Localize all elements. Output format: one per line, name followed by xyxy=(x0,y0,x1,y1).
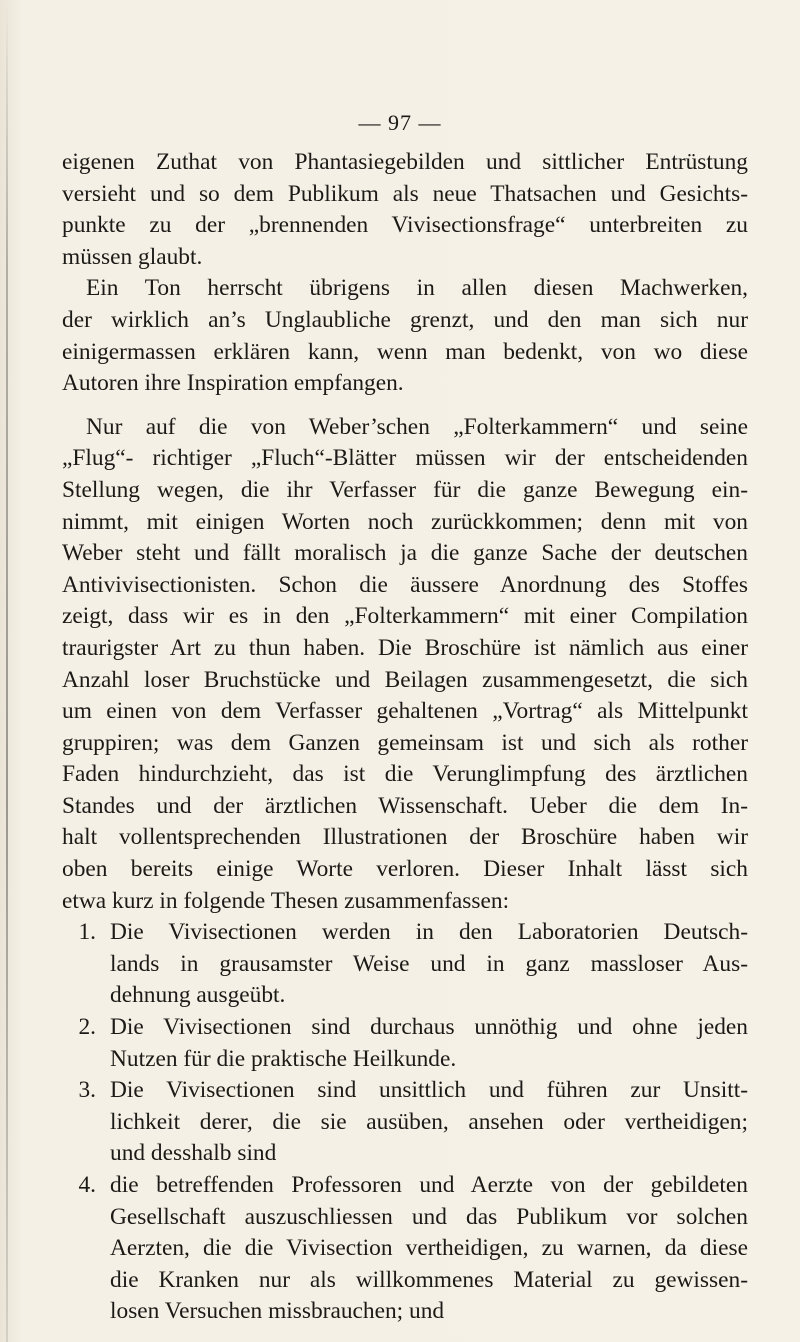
text-line: Die Vivisectionen sind durchaus unnöthig und ohne jeden xyxy=(110,1014,748,1041)
paragraph-gap xyxy=(62,400,748,412)
page-number: — 97 — xyxy=(358,110,442,135)
text-line: traurigster Art zu thun haben. Die Broschüre ist nämlich aus einer xyxy=(62,634,748,661)
thesis-number: 2. xyxy=(78,1014,96,1041)
page-gutter-shadow xyxy=(6,0,8,1342)
page-text xyxy=(62,147,748,1328)
text-line: der wirklich an’s Unglaubliche grenzt, und den man sich nur xyxy=(62,306,748,333)
text-line: Gesellschaft auszuschliessen und das Publikum vor solchen xyxy=(110,1203,748,1230)
theses-list xyxy=(62,917,748,1328)
thesis-item-4 xyxy=(62,1170,748,1328)
paragraph-3 xyxy=(62,412,748,918)
text-line: dehnung ausgeübt. xyxy=(110,982,286,1009)
text-line: Autoren ihre Inspiration empfangen. xyxy=(62,370,404,397)
text-line: Ein Ton herrscht übrigens in allen diesen Machwerken, xyxy=(86,275,748,302)
text-line: einigermassen erklären kann, wenn man bedenkt, von wo diese xyxy=(62,338,748,365)
text-line: Nutzen für die praktische Heilkunde. xyxy=(110,1045,457,1072)
text-line: nimmt, mit einigen Worten noch zurückkommen; denn mit von xyxy=(62,508,748,535)
text-line: und desshalb sind xyxy=(110,1140,277,1167)
text-line: lands in grausamster Weise und in ganz massloser Aus- xyxy=(110,950,748,977)
text-line: Standes und der ärztlichen Wissenschaft. Ueber die dem In- xyxy=(62,792,748,819)
thesis-number: 3. xyxy=(78,1077,96,1104)
text-line: Nur auf die von Weber’schen „Folterkammern“ und seine xyxy=(86,413,748,440)
thesis-number: 1. xyxy=(78,919,96,946)
text-line: die Kranken nur als willkommenes Material zu gewissen- xyxy=(110,1266,748,1293)
thesis-item-2 xyxy=(62,1012,748,1075)
text-line: müssen glaubt. xyxy=(62,243,203,270)
text-line: zeigt, dass wir es in den „Folterkammern“ mit einer Compilation xyxy=(62,603,748,630)
paragraph-1 xyxy=(62,147,748,273)
thesis-body xyxy=(110,1075,748,1170)
text-line: halt vollentsprechenden Illustrationen der Broschüre haben wir xyxy=(62,824,748,851)
text-line: lichkeit derer, die sie ausüben, ansehen oder vertheidigen; xyxy=(110,1108,748,1135)
text-line: punkte zu der „brennenden Vivisectionsfrage“ unterbreiten zu xyxy=(62,212,748,239)
text-line: Weber steht und fällt moralisch ja die ganze Sache der deutschen xyxy=(62,540,748,567)
text-line: Anzahl loser Bruchstücke und Beilagen zusammengesetzt, die sich xyxy=(62,666,748,693)
text-line: etwa kurz in folgende Thesen zusammenfassen: xyxy=(62,887,510,914)
text-line: Stellung wegen, die ihr Verfasser für die ganze Bewegung ein- xyxy=(62,476,748,503)
text-line: um einen von dem Verfasser gehaltenen „Vortrag“ als Mittelpunkt xyxy=(62,698,748,725)
text-line: Aerzten, die die Vivisection vertheidigen, zu warnen, da diese xyxy=(110,1235,748,1262)
text-line: Antivivisectionisten. Schon die äussere Anordnung des Stoffes xyxy=(62,571,748,598)
text-line: die betreffenden Professoren und Aerzte von der gebildeten xyxy=(110,1172,748,1198)
text-line: oben bereits einige Worte verloren. Dieser Inhalt lässt sich xyxy=(62,856,748,883)
thesis-item-1 xyxy=(62,917,748,1012)
thesis-body xyxy=(110,1170,748,1328)
thesis-item-3 xyxy=(62,1075,748,1170)
thesis-body xyxy=(110,1012,748,1075)
text-line: Faden hindurchzieht, das ist die Verunglimpfung des ärztlichen xyxy=(62,761,748,788)
text-line: versieht und so dem Publikum als neue Thatsachen und Gesichts- xyxy=(62,180,748,207)
text-line: losen Versuchen missbrauchen; und xyxy=(110,1298,445,1325)
text-line: eigenen Zuthat von Phantasiegebilden und sittlicher Entrüstung xyxy=(62,149,748,175)
paragraph-2 xyxy=(62,273,748,399)
text-line: gruppiren; was dem Ganzen gemeinsam ist und sich als rother xyxy=(62,729,748,756)
text-line: Die Vivisectionen werden in den Laboratorien Deutsch- xyxy=(110,919,748,946)
text-line: Die Vivisectionen sind unsittlich und führen zur Unsitt- xyxy=(110,1077,748,1104)
thesis-body xyxy=(110,917,748,1012)
text-line: „Flug“- richtiger „Fluch“-Blätter müssen wir der entscheidenden xyxy=(62,445,748,472)
thesis-number: 4. xyxy=(78,1172,96,1198)
